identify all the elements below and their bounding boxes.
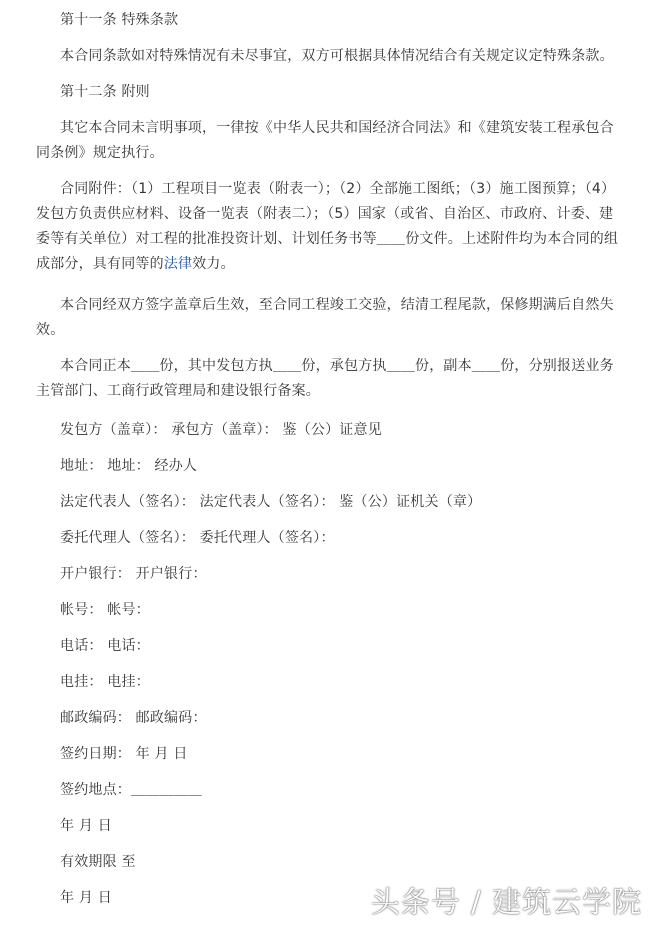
signature-line: 年 月 日 <box>60 890 112 906</box>
watermark: 头条号 / 建筑云学院 <box>370 885 642 919</box>
signature-line: 开户银行： 开户银行： <box>60 566 207 582</box>
signature-line: 签约日期： 年 月 日 <box>60 746 188 762</box>
signature-line: 发包方（盖章）： 承包方（盖章）： 鉴（公）证意见 <box>60 422 382 438</box>
signature-line: 邮政编码： 邮政编码： <box>60 710 207 726</box>
signature-line: 年 月 日 <box>60 818 112 834</box>
signature-line: 地址： 地址： 经办人 <box>60 458 198 474</box>
signature-line: 电挂： 电挂： <box>60 674 150 690</box>
copies-paragraph: 本合同正本＿＿份，其中发包方执＿＿份，承包方执＿＿份，副本＿＿份，分别报送业务主管部门、工商行政管理局和建设银行备案。 <box>36 358 614 399</box>
article-12-title: 第十二条 附则 <box>60 84 150 100</box>
effective-paragraph: 本合同经双方签字盖章后生效，至合同工程竣工交验，结清工程尾款，保修期满后自然失效。 <box>36 297 614 338</box>
article-11-title: 第十一条 特殊条款 <box>60 12 179 28</box>
article-12-body: 其它本合同未言明事项，一律按《中华人民共和国经济合同法》和《建筑安装工程承包合同条例》规定执行。 <box>36 120 614 161</box>
attachments-paragraph <box>36 177 626 277</box>
article-11-body: 本合同条款如对特殊情况有未尽事宜，双方可根据具体情况结合有关规定议定特殊条款。 <box>60 48 614 64</box>
signature-line: 法定代表人（签名）： 法定代表人（签名）： 鉴（公）证机关（章） <box>60 494 482 510</box>
attachments-text-end: 效力。 <box>192 256 235 272</box>
signature-line: 签约地点：＿＿＿＿＿ <box>60 782 202 798</box>
signature-line: 委托代理人（签名）： 委托代理人（签名）： <box>60 530 335 546</box>
signature-line: 帐号： 帐号： <box>60 602 150 618</box>
attachments-text: 合同附件：（1）工程项目一览表（附表一）；（2）全部施工图纸；（3）施工图预算；（4）发包方负责供应材料、设备一览表（附表二）；（5）国家（或省、自治区、市政府、计委、建委等有关单位）对工程的批准投资计划、计划任务书等＿＿份文件。上述附件均为本合同的组成部分，具有同等的 <box>36 181 619 272</box>
signature-line: 有效期限 至 <box>60 854 136 870</box>
signature-line: 电话： 电话： <box>60 638 150 654</box>
law-link[interactable]: 法律 <box>163 256 193 272</box>
